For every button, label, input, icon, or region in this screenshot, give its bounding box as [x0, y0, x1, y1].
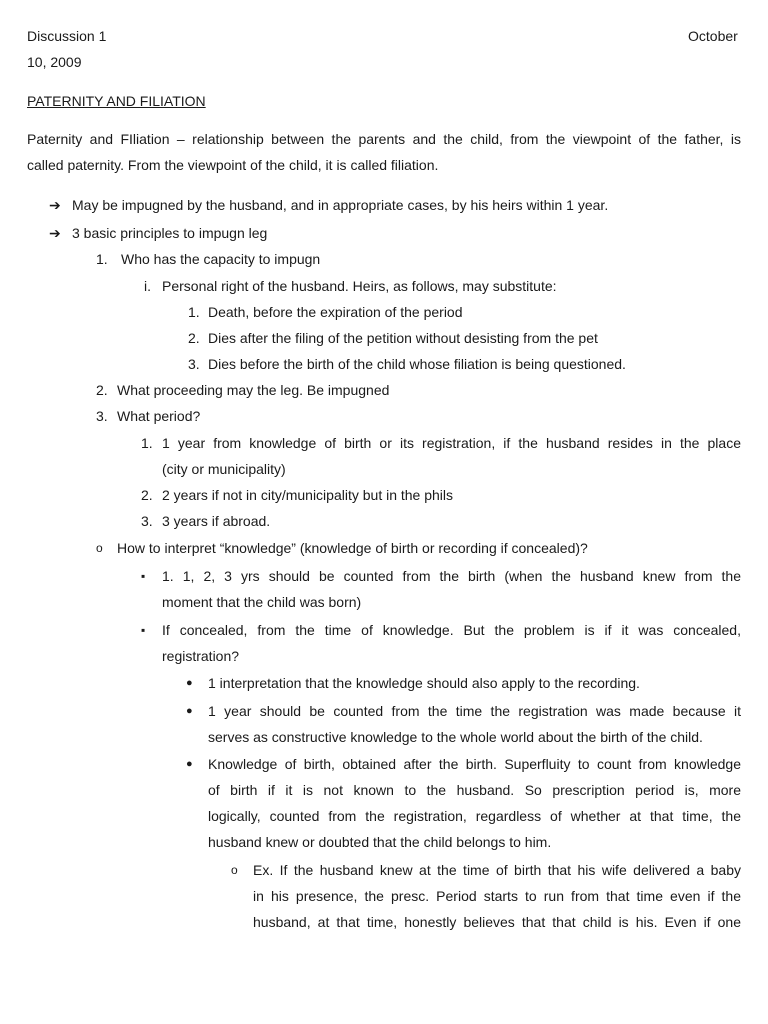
substitute-number: 1. — [188, 304, 200, 320]
substitute-number: 2. — [188, 330, 200, 346]
knowledge-question: How to interpret “knowledge” (knowledge of birth or recording if concealed)? — [117, 540, 588, 556]
bullet-item-2-line-2: serves as constructive knowledge to the whole world about the birth of the child. — [208, 729, 703, 745]
arrow-bullet-icon: ➔ — [49, 225, 61, 241]
square-bullet-icon: ▪ — [141, 569, 146, 583]
example-line-2: in his presence, the presc. Period starts to run from that time even if the — [253, 888, 741, 904]
arrow-item-2: 3 basic principles to impugn leg — [72, 225, 268, 241]
bullet-item-3-line-3: logically, counted from the registration, regardless of whether at that time, the — [208, 808, 741, 824]
example-line-1: Ex. If the husband knew at the time of birth that his wife delivered a baby — [253, 862, 741, 878]
bullet-item-1: 1 interpretation that the knowledge should also apply to the recording. — [208, 675, 640, 691]
substitute-item-3: Dies before the birth of the child whose filiation is being questioned. — [208, 356, 626, 372]
square-bullet-icon: ▪ — [141, 623, 146, 637]
principle-1: Who has the capacity to impugn — [121, 251, 321, 267]
doc-header-right: October — [688, 28, 738, 44]
substitute-item-1: Death, before the expiration of the period — [208, 304, 463, 320]
round-bullet-icon: ● — [186, 677, 193, 689]
period-item-1-line-1: 1 year from knowledge of birth or its registration, if the husband resides in the place — [162, 435, 741, 451]
arrow-item-1: May be impugned by the husband, and in appropriate cases, by his heirs within 1 year. — [72, 197, 609, 213]
period-number: 2. — [141, 487, 153, 503]
bullet-item-3-line-1: Knowledge of birth, obtained after the birth. Superfluity to count from knowledge — [208, 756, 741, 772]
square-item-1-line-2: moment that the child was born) — [162, 594, 362, 610]
bullet-item-3-line-4: husband knew or doubted that the child belongs to him. — [208, 834, 552, 850]
round-bullet-icon: ● — [186, 758, 193, 770]
circle-bullet-icon: o — [231, 863, 238, 877]
doc-header-left: Discussion 1 — [27, 28, 107, 44]
period-item-2: 2 years if not in city/municipality but in the phils — [162, 487, 454, 503]
circle-bullet-icon: o — [96, 541, 103, 555]
bullet-item-3-line-2: of birth if it is not known to the husband. So prescription period is, more — [208, 782, 741, 798]
section-title: PATERNITY AND FILIATION — [27, 93, 206, 109]
round-bullet-icon: ● — [186, 705, 193, 717]
period-number: 3. — [141, 513, 153, 529]
principle-number: 1. — [96, 251, 108, 267]
capacity-text: Personal right of the husband. Heirs, as follows, may substitute: — [162, 278, 557, 294]
example-line-3: husband, at that time, honestly believes that that child is his. Even if one — [253, 914, 741, 930]
doc-header-date: 10, 2009 — [27, 54, 82, 70]
principle-number: 3. — [96, 408, 108, 424]
period-item-1-line-2: (city or municipality) — [162, 461, 286, 477]
intro-line-1: Paternity and FIliation – relationship between the parents and the child, from the viewpoint of the father, is — [27, 131, 741, 147]
principle-2: What proceeding may the leg. Be impugned — [117, 382, 390, 398]
bullet-item-2-line-1: 1 year should be counted from the time the registration was made because it — [208, 703, 741, 719]
roman-number: i. — [144, 278, 151, 294]
intro-line-2: called paternity. From the viewpoint of the child, it is called filiation. — [27, 157, 439, 173]
principle-3: What period? — [117, 408, 201, 424]
arrow-bullet-icon: ➔ — [49, 197, 61, 213]
square-item-1-line-1: 1. 1, 2, 3 yrs should be counted from the birth (when the husband knew from the — [162, 568, 741, 584]
square-item-2-line-2: registration? — [162, 648, 240, 664]
principle-number: 2. — [96, 382, 108, 398]
square-item-2-line-1: If concealed, from the time of knowledge. But the problem is if it was concealed, — [162, 622, 741, 638]
period-number: 1. — [141, 435, 153, 451]
substitute-item-2: Dies after the filing of the petition without desisting from the pet — [208, 330, 598, 346]
period-item-3: 3 years if abroad. — [162, 513, 271, 529]
substitute-number: 3. — [188, 356, 200, 372]
